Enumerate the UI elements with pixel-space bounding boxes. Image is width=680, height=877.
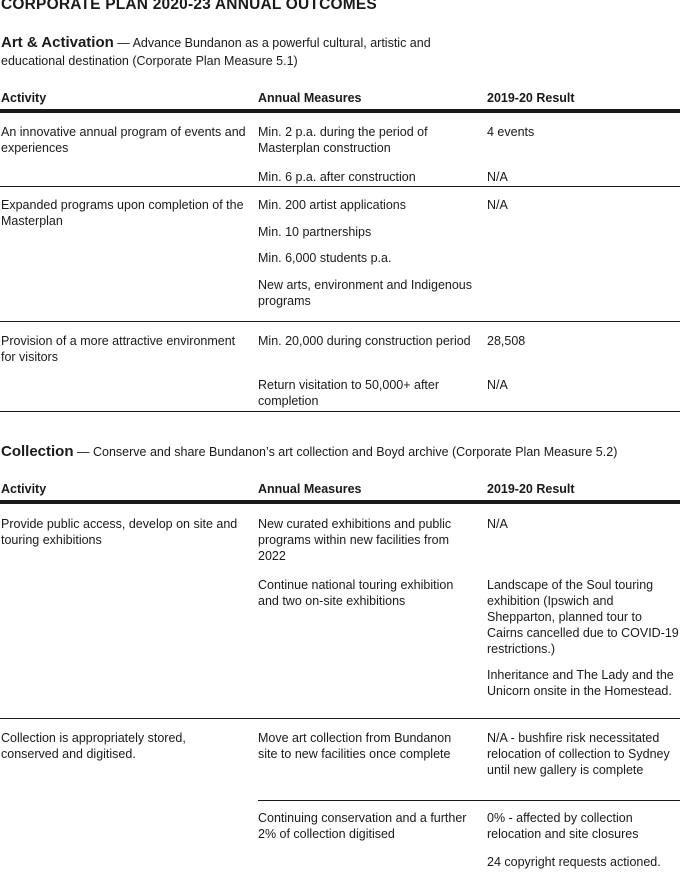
measure-cell: Move art collection from Bundanon site to new facilities once complete — [258, 731, 452, 761]
section-description: — Conserve and share Bundanon’s art collection and Boyd archive (Corporate Plan Measure 5.2) — [77, 445, 618, 459]
measure-cell: Min. 6,000 students p.a. — [258, 251, 392, 265]
section-intro-collection — [1, 443, 680, 461]
table-row — [0, 504, 680, 719]
activity-cell: Expanded programs upon completion of the Masterplan — [1, 198, 244, 228]
column-header-measures: Annual Measures — [258, 91, 362, 105]
measure-cell: Return visitation to 50,000+ after completion — [258, 378, 440, 408]
measure-cell: Min. 2 p.a. during the period of Masterplan construction — [258, 125, 428, 155]
column-header-measures: Annual Measures — [258, 482, 362, 496]
page-heading: CORPORATE PLAN 2020-23 ANNUAL OUTCOMES — [1, 0, 377, 13]
result-cell: N/A — [487, 170, 508, 184]
result-cell: Inheritance and The Lady and the Unicorn onsite in the Homestead. — [487, 668, 674, 698]
table-row — [0, 187, 680, 322]
table-header — [0, 478, 680, 500]
section-intro-art-activation — [1, 34, 471, 70]
section-description: — Advance Bundanon as a powerful cultural, artistic and educational destination (Corporate Plan Measure 5.1) — [1, 36, 431, 68]
table-row — [0, 322, 680, 412]
measure-cell: Min. 200 artist applications — [258, 198, 406, 212]
result-cell: N/A — [487, 517, 508, 531]
result-cell: 28,508 — [487, 334, 526, 348]
section-title: Art & Activation — [1, 34, 114, 51]
table-header — [0, 87, 680, 109]
measure-cell: Min. 10 partnerships — [258, 225, 372, 239]
activity-cell: An innovative annual program of events and experiences — [1, 125, 246, 155]
measure-cell: Continuing conservation and a further 2% of collection digitised — [258, 811, 467, 841]
measure-cell: Continue national touring exhibition and two on-site exhibitions — [258, 578, 454, 608]
table-row — [0, 113, 680, 187]
activity-cell: Collection is appropriately stored, conserved and digitised. — [1, 731, 186, 761]
measure-divider — [258, 800, 680, 801]
column-header-result: 2019-20 Result — [487, 91, 575, 105]
result-cell: 24 copyright requests actioned. — [487, 855, 661, 869]
table-collection — [0, 478, 680, 877]
table-row — [0, 719, 680, 877]
result-cell: N/A — [487, 198, 508, 212]
column-header-activity: Activity — [1, 482, 47, 496]
activity-cell: Provide public access, develop on site and touring exhibitions — [1, 517, 238, 547]
result-cell: 4 events — [487, 125, 535, 139]
column-header-activity: Activity — [1, 91, 47, 105]
section-title: Collection — [1, 443, 74, 460]
result-cell: Landscape of the Soul touring exhibition (Ipswich and Shepparton, planned tour to Cairns cancelled due to COVID-19 restrictions.) — [487, 578, 679, 656]
measure-cell: Min. 20,000 during construction period — [258, 334, 471, 348]
activity-cell: Provision of a more attractive environment for visitors — [1, 334, 236, 364]
column-header-result: 2019-20 Result — [487, 482, 575, 496]
measure-cell: Min. 6 p.a. after construction — [258, 170, 416, 184]
measure-cell: New arts, environment and Indigenous programs — [258, 278, 473, 308]
table-art-activation — [0, 87, 680, 412]
result-cell: N/A - bushfire risk necessitated relocation of collection to Sydney until new gallery is complete — [487, 731, 670, 777]
result-cell: N/A — [487, 378, 508, 392]
measure-cell: New curated exhibitions and public programs within new facilities from 2022 — [258, 517, 452, 563]
result-cell: 0% - affected by collection relocation and site closures — [487, 811, 639, 841]
